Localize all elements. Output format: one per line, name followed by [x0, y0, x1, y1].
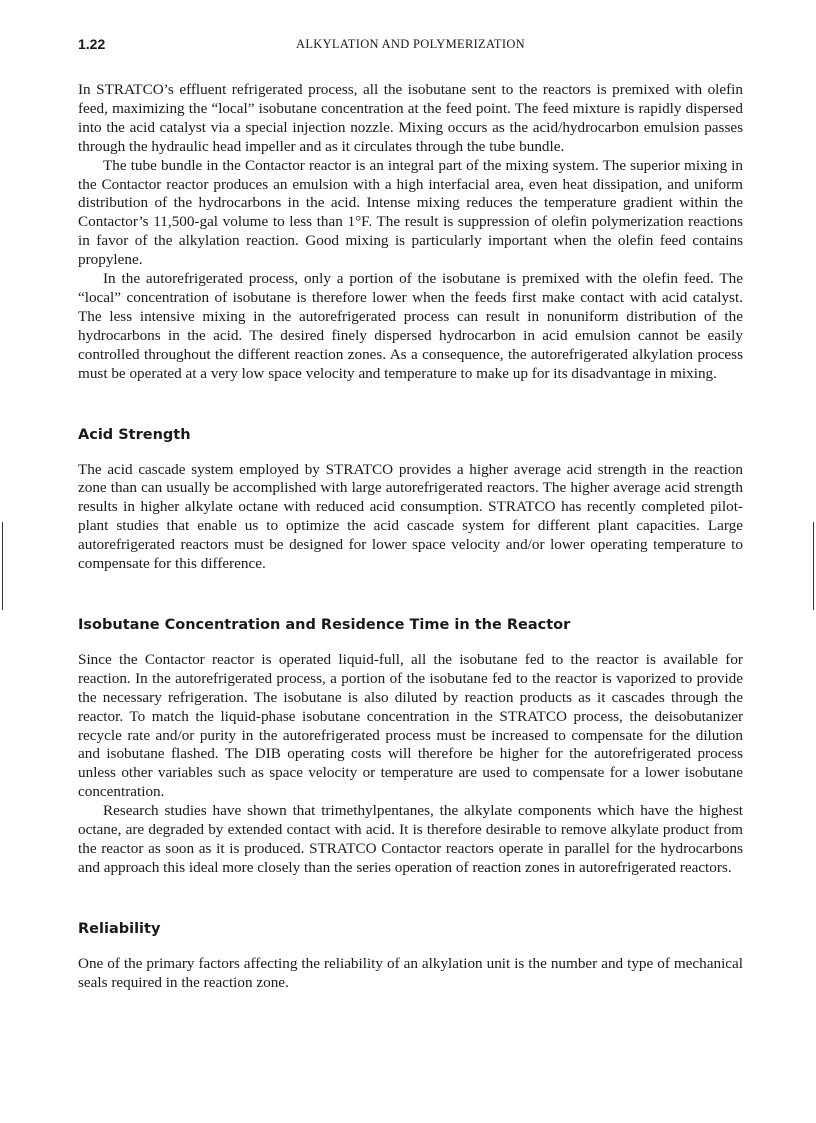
running-title: ALKYLATION AND POLYMERIZATION	[296, 37, 525, 51]
page-number: 1.22	[78, 36, 106, 52]
right-margin-rule	[813, 522, 814, 610]
intro-section	[78, 81, 743, 384]
left-margin-rule	[2, 522, 3, 610]
isobutane-section	[78, 616, 743, 878]
paragraph: Research studies have shown that trimethylpentanes, the alkylate components which have the highest octane, are degraded by extended contact with acid. It is therefore desirable to remove alkylate product from the reactor as soon as it is produced. STRATCO Contactor reactors operate in parallel for the hydrocarbons and approach this ideal more closely than the series operation of reaction zones in autorefrigerated reactors.	[78, 802, 743, 876]
paragraph: The tube bundle in the Contactor reactor is an integral part of the mixing system. The superior mixing in the Contactor reactor produces an emulsion with a high interfacial area, even heat dissipation, and uniform distribution of the hydrocarbons in the acid. Intense mixing reduces the temperature gradient within the Contactor’s 11,500-gal volume to less than 1°F. The result is suppression of olefin polymerization reactions in favor of the alkylation reaction. Good mixing is particularly important when the olefin feed contains propylene.	[78, 156, 743, 269]
reliability-section	[78, 920, 743, 993]
paragraph: The acid cascade system employed by STRATCO provides a higher average acid strength in the reaction zone than can usually be accomplished with large autorefrigerated reactors. The higher average acid strength results in higher alkylate octane with reduced acid consumption. STRATCO has recently completed pilot-plant studies that enable us to optimize the acid cascade system for different plant capacities. Large autorefrigerated reactors must be designed for lower space velocity and/or lower operating temperature to compensate for this difference.	[78, 460, 743, 573]
paragraph: Since the Contactor reactor is operated liquid-full, all the isobutane fed to the reactor is available for reaction. In the autorefrigerated process, a portion of the isobutane fed to the reactor is vaporized to provide the necessary refrigeration. The isobutane is also diluted by reaction products as it cascades through the reactor. To match the liquid-phase isobutane concentration in the STRATCO process, the deisobutanizer recycle rate and/or purity in the autorefrigerated process must be increased to compensate for the dilution and isobutane flashed. The DIB operating costs will therefore be higher for the autorefrigerated process unless other variables such as space velocity or temperature are used to compensate for a lower isobutane concentration.	[78, 650, 743, 801]
acid-strength-section	[78, 426, 743, 574]
section-heading: Acid Strength	[78, 426, 191, 443]
section-heading: Reliability	[78, 920, 161, 937]
paragraph: One of the primary factors affecting the reliability of an alkylation unit is the number and type of mechanical seals required in the reaction zone.	[78, 954, 743, 991]
section-heading: Isobutane Concentration and Residence Time in the Reactor	[78, 616, 571, 633]
running-head	[78, 36, 743, 54]
paragraph: In STRATCO’s effluent refrigerated process, all the isobutane sent to the reactors is premixed with olefin feed, maximizing the “local” isobutane concentration at the feed point. The feed mixture is rapidly dispersed into the acid catalyst via a special injection nozzle. Mixing occurs as the acid/hydrocarbon emulsion passes through the hydraulic head impeller and as it circulates through the tube bundle.	[78, 81, 743, 155]
paragraph: In the autorefrigerated process, only a portion of the isobutane is premixed with the olefin feed. The “local” concentration of isobutane is therefore lower when the feeds first make contact with acid catalyst. The less intensive mixing in the autorefrigerated process can result in nonuniform distribution of the hydrocarbons in the acid. The desired finely dispersed hydrocarbon in acid emulsion cannot be easily controlled throughout the different reaction zones. As a consequence, the autorefrigerated alkylation process must be operated at a very low space velocity and temperature to make up for its disadvantage in mixing.	[78, 270, 743, 382]
body-text	[78, 81, 743, 993]
